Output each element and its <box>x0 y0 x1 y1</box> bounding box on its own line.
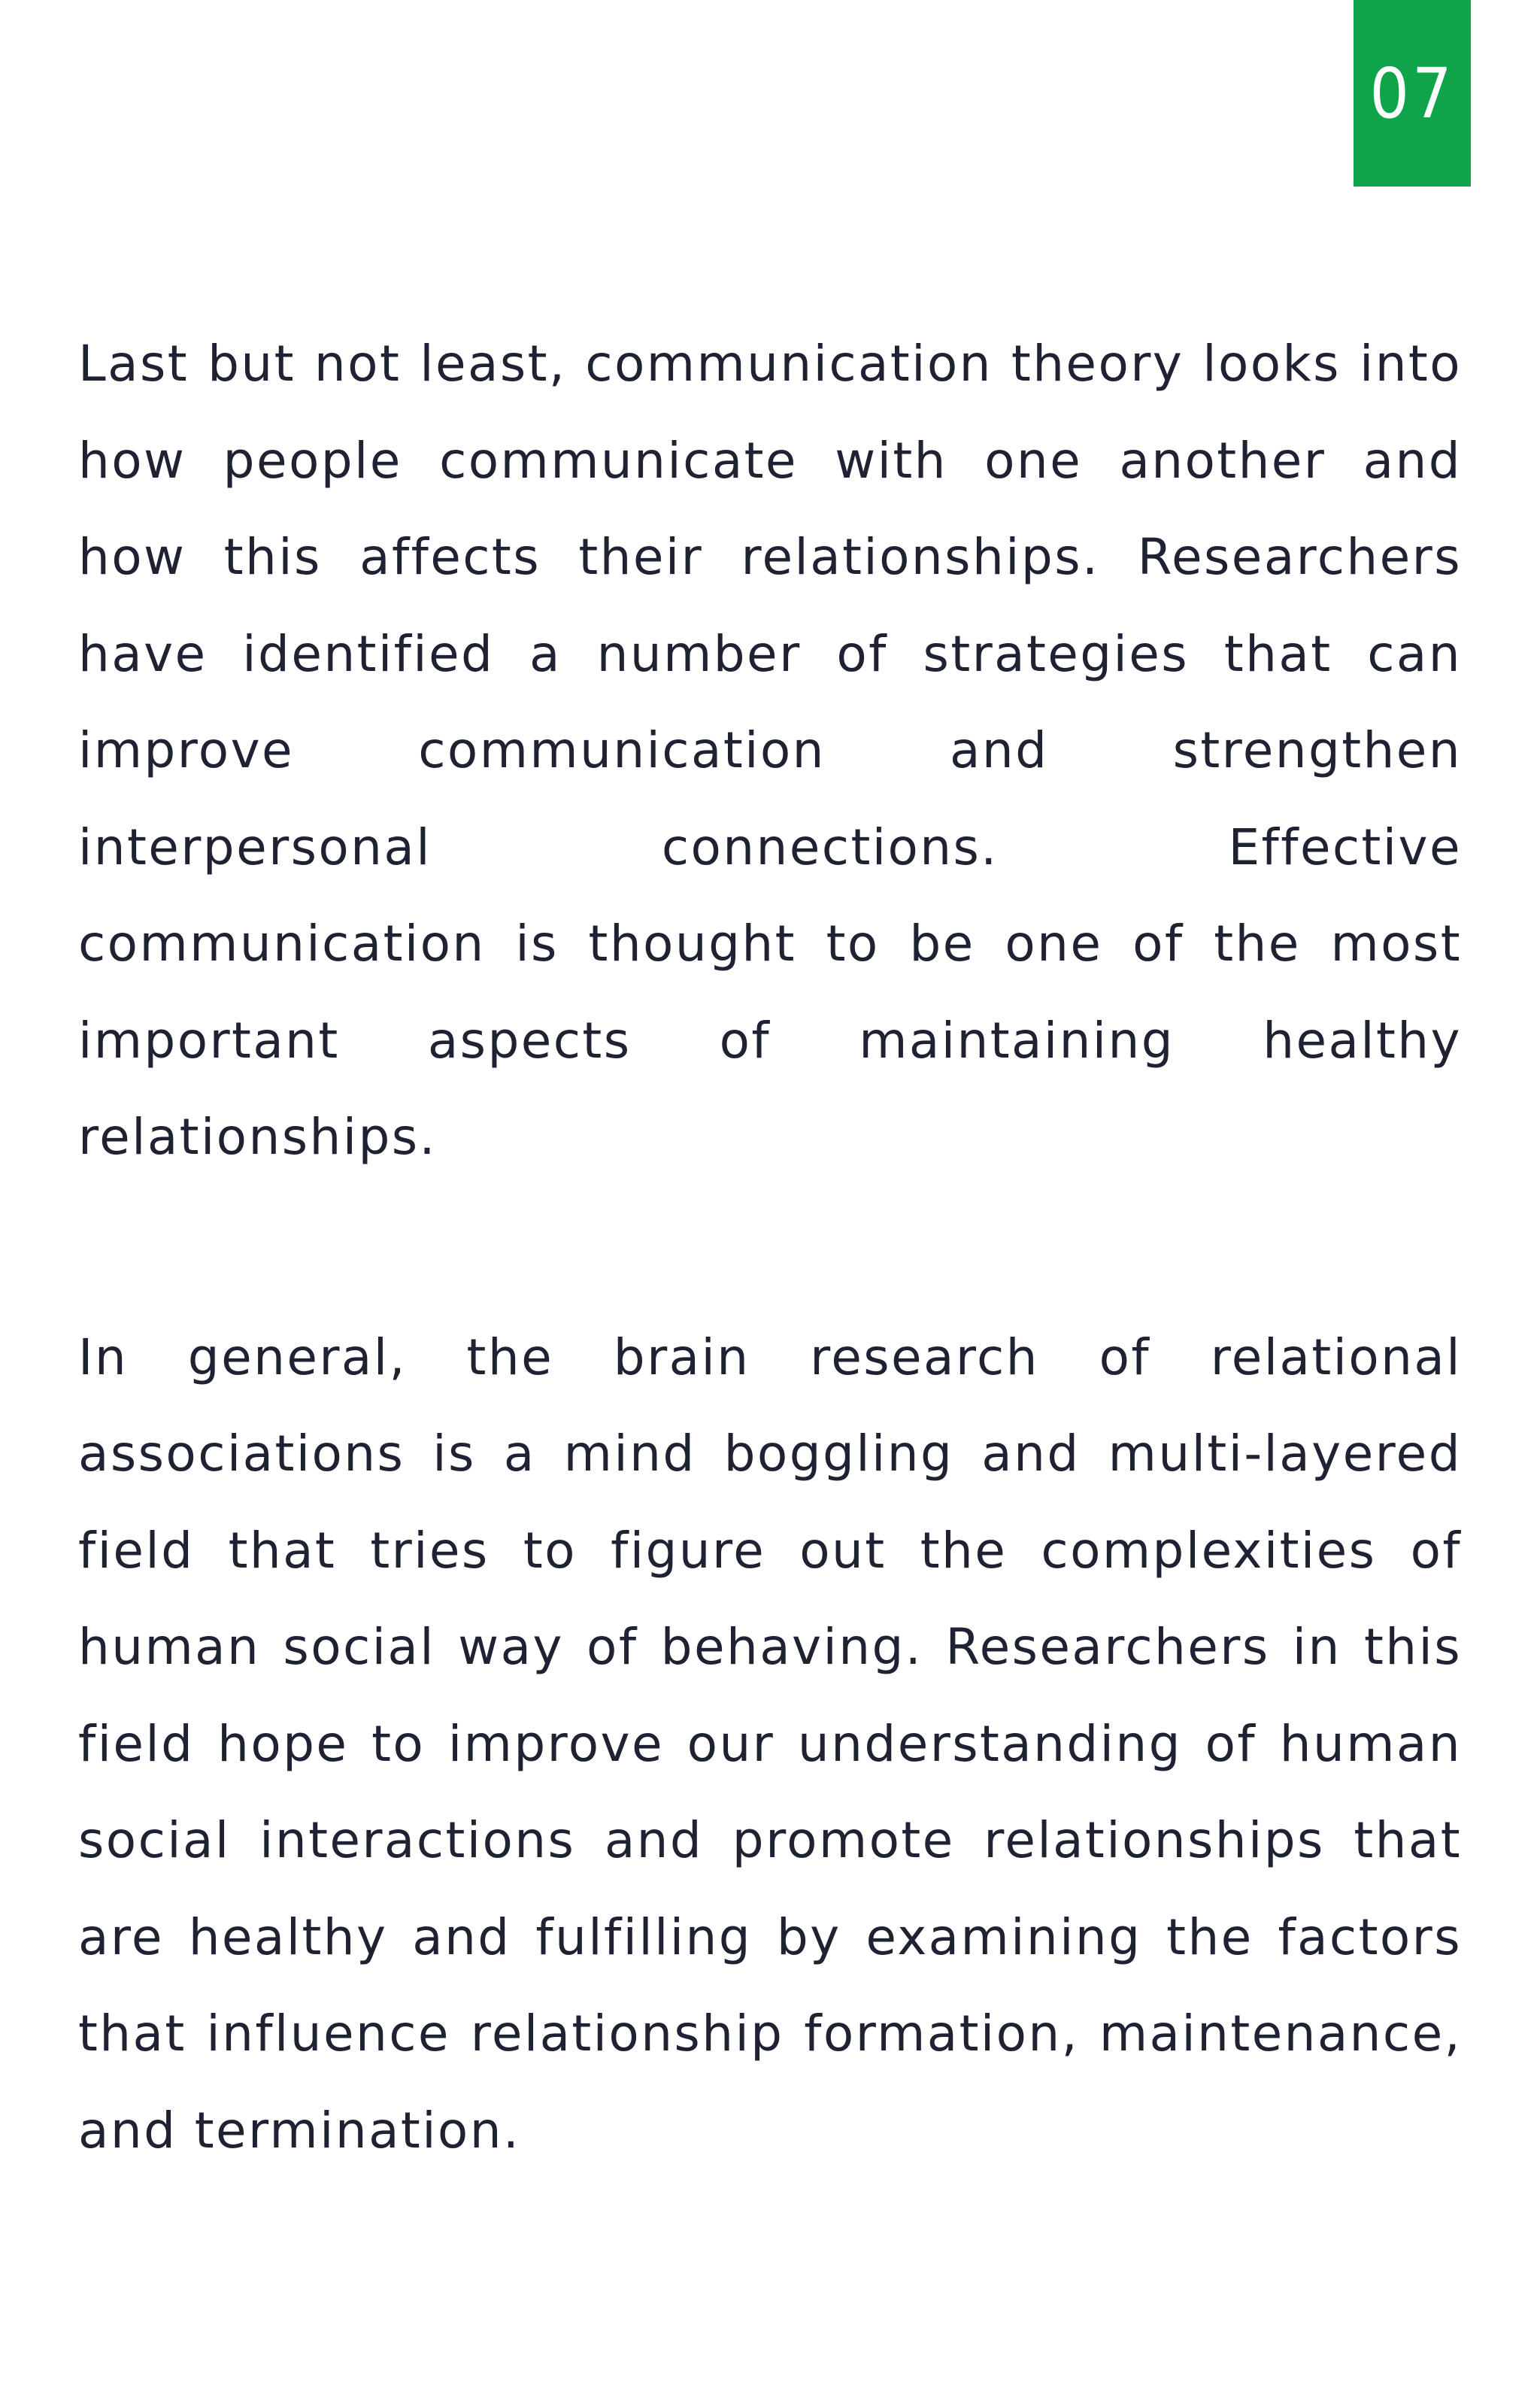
document-body <box>78 316 1462 2179</box>
page-number-badge <box>1354 0 1471 187</box>
page-number: 07 <box>1369 53 1455 134</box>
paragraph-communication-theory: Last but not least, communication theory looks into how people communicate with one another and how this affects their relationships. Researchers have identified a number of strategies that can improve communication and strengthen interpersonal connections. Effective communication is thought to be one of the most important aspects of maintaining healthy relationships. <box>78 335 1462 1166</box>
paragraph-relational-research: In general, the brain research of relational associations is a mind boggling and multi-layered field that tries to figure out the complexities of human social way of behaving. Researchers in this field hope to improve our understanding of human social interactions and promote relationships that are healthy and fulfilling by examining the factors that influence relationship formation, maintenance, and termination. <box>78 1328 1462 2160</box>
